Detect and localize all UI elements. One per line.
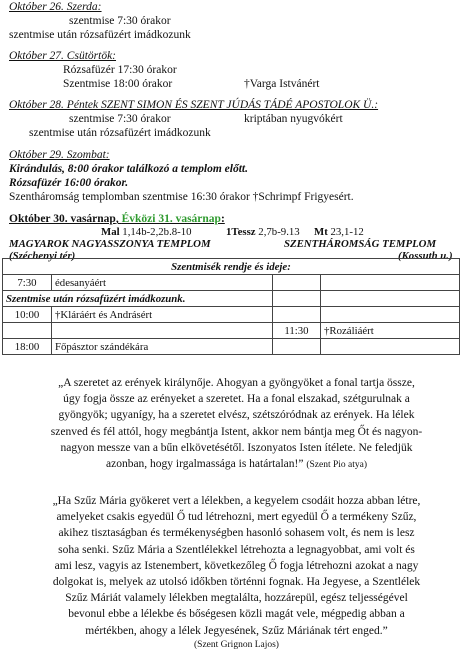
quote-line: úgy fogja össze az erényeket a szeretet. Ha a fonal elszakad, szétgurulnak a — [63, 393, 410, 406]
day-heading-oct26: Október 26. Szerda: — [9, 1, 102, 13]
oct28-mass: szentmise 7:30 órakor — [69, 113, 171, 125]
mass-intention: †Kláráért és Andrásért — [52, 307, 273, 323]
mass-intention-empty — [52, 323, 273, 339]
quote-grignon — [0, 493, 473, 651]
reading-first-ref: 1,14b-2,2b.8-10 — [119, 226, 192, 238]
reading-first-book: Mal — [101, 226, 120, 238]
day-heading-oct29: Október 29. Szombat: — [9, 149, 110, 161]
oct28-intention: kriptában nyugvókért — [244, 113, 343, 125]
quote-author: (Szent Grignon Lajos) — [194, 639, 279, 650]
quote-line: „A szeretet az erények királynője. Ahogyan a gyöngyöket a fonal tartja össze, — [58, 377, 415, 389]
quote-line: akihez tisztaságban és termékenységben hasonló sohasem volt, és nem is lesz — [58, 527, 415, 540]
quote-line: szenved és fél attól, hogy megbántja Istent, akkor nem bántja meg Őt és nagyon- — [50, 425, 423, 438]
table-row — [3, 275, 460, 291]
table-row — [3, 307, 460, 323]
reading-first — [101, 226, 192, 238]
reading-gospel — [314, 226, 364, 238]
table-row — [3, 339, 460, 355]
mass-intention-empty — [321, 291, 460, 307]
mass-intention: Főpásztor szándékára — [52, 339, 273, 355]
quote-line: „Ha Szűz Mária gyökeret vert a lélekben, a kegyelem csodáit hozza abban létre, — [52, 495, 421, 507]
quote-author: (Szent Pio atya) — [306, 460, 367, 471]
mass-schedule-table — [2, 258, 460, 355]
quote-line: amelyeket csakis egyedül Ő tud létrehozni, mert egyedül Ő a termékeny Szűz, — [56, 511, 417, 524]
quote-line: mértékben, ahogy a lélek Jegyesének, Szűz Máriának tért enged.” — [85, 624, 388, 637]
mass-time-empty — [273, 339, 321, 355]
church-right-name: SZENTHÁROMSÁG TEMPLOM — [284, 238, 437, 250]
mass-intention: †Rozáliáért — [321, 323, 460, 339]
mass-intention-empty — [321, 275, 460, 291]
table-row — [3, 291, 460, 307]
table-row — [3, 323, 460, 339]
quote-line: bevonul ebbe a lélekbe és bőségesen közli magát vele, mégpedig abban a — [68, 608, 405, 621]
quote-pio — [0, 375, 473, 473]
mass-note: Szentmise után rózsafüzért imádkozunk. — [3, 291, 273, 307]
oct27-rosary: Rózsafüzér 17:30 órakor — [63, 64, 177, 76]
oct26-rosary: szentmise után rózsafüzért imádkozunk — [9, 29, 191, 41]
mass-time-empty — [273, 291, 321, 307]
quote-line: nagyon messze van a bűn elkövetésétől. Iszonyatos Isten ítélete. Ne feledjük — [60, 441, 413, 454]
reading-second-ref: 2,7b-9.13 — [255, 226, 300, 238]
oct29-excursion: Kirándulás, 8:00 órakor találkozó a templom előtt. — [9, 163, 248, 175]
mass-time: 18:00 — [3, 339, 52, 355]
church-left-name: MAGYAROK NAGYASSZONYA TEMPLOM — [9, 238, 211, 250]
mass-intention-empty — [321, 339, 460, 355]
mass-time-empty — [273, 307, 321, 323]
day-heading-oct27: Október 27. Csütörtök: — [9, 50, 117, 62]
reading-second — [226, 226, 300, 238]
church-right-location: (Kossuth u.) — [398, 250, 453, 262]
sunday-colon: : — [220, 213, 225, 225]
reading-gospel-ref: 23,1-12 — [327, 226, 364, 238]
quote-last-line: azonban, hogy irgalmassága is határtalan!” — [105, 458, 304, 471]
mass-time-empty — [273, 275, 321, 291]
mass-time: 11:30 — [273, 323, 321, 339]
reading-second-book: 1Tessz — [226, 226, 256, 238]
oct27-mass: Szentmise 18:00 órakor — [63, 78, 173, 90]
quote-line: dolgokat is, melyek az utolsó időkben történni fognak. Ha Jegyese, a Szentlélek — [52, 576, 421, 589]
table-row — [3, 259, 460, 275]
sunday-date: Október 30. vasárnap — [9, 213, 116, 225]
sunday-heading — [9, 213, 225, 225]
sunday-comma: , — [115, 213, 122, 225]
oct26-mass: szentmise 7:30 órakor — [69, 15, 171, 27]
oct28-rosary: szentmise után rózsafüzért imádkozunk — [29, 127, 211, 139]
day-heading-oct28: Október 28. Péntek SZENT SIMON ÉS SZENT JÚDÁS TÁDÉ APOSTOLOK Ü.: — [9, 99, 379, 111]
mass-intention: édesanyáért — [52, 275, 273, 291]
mass-time: 10:00 — [3, 307, 52, 323]
quote-line: Szűz Máriát valamely lélekben megtalálta, hozzárepül, egész teljességével — [65, 592, 408, 605]
mass-time: 7:30 — [3, 275, 52, 291]
church-left-location: (Széchenyi tér) — [9, 250, 76, 262]
quote-line — [0, 456, 473, 473]
mass-table-title: Szentmisék rendje és ideje: — [3, 259, 460, 275]
oct27-intention: †Varga Istvánért — [244, 78, 320, 90]
quote-line: gyöngyök; ugyanígy, ha a szeretet elvész, szétszóródnak az erények. Ha lélek — [58, 409, 415, 422]
mass-intention-empty — [321, 307, 460, 323]
quote-line: ami lesz, vagyis az Istenembert, következőleg Ő fogja létrehozni azokat a nagy — [54, 559, 419, 572]
sunday-feast: Évközi 31. vasárnap — [121, 213, 221, 225]
oct29-mass: Szentháromság templomban szentmise 16:30 órakor †Schrimpf Frigyesért. — [9, 191, 354, 203]
quote-line: soha senki. Szűz Mária a Szentlélekkel létrehozta a legnagyobbat, ami volt és — [58, 543, 415, 556]
mass-time-empty — [3, 323, 52, 339]
reading-gospel-book: Mt — [314, 226, 328, 238]
oct29-rosary: Rózsafüzér 16:00 órakor. — [9, 177, 129, 189]
